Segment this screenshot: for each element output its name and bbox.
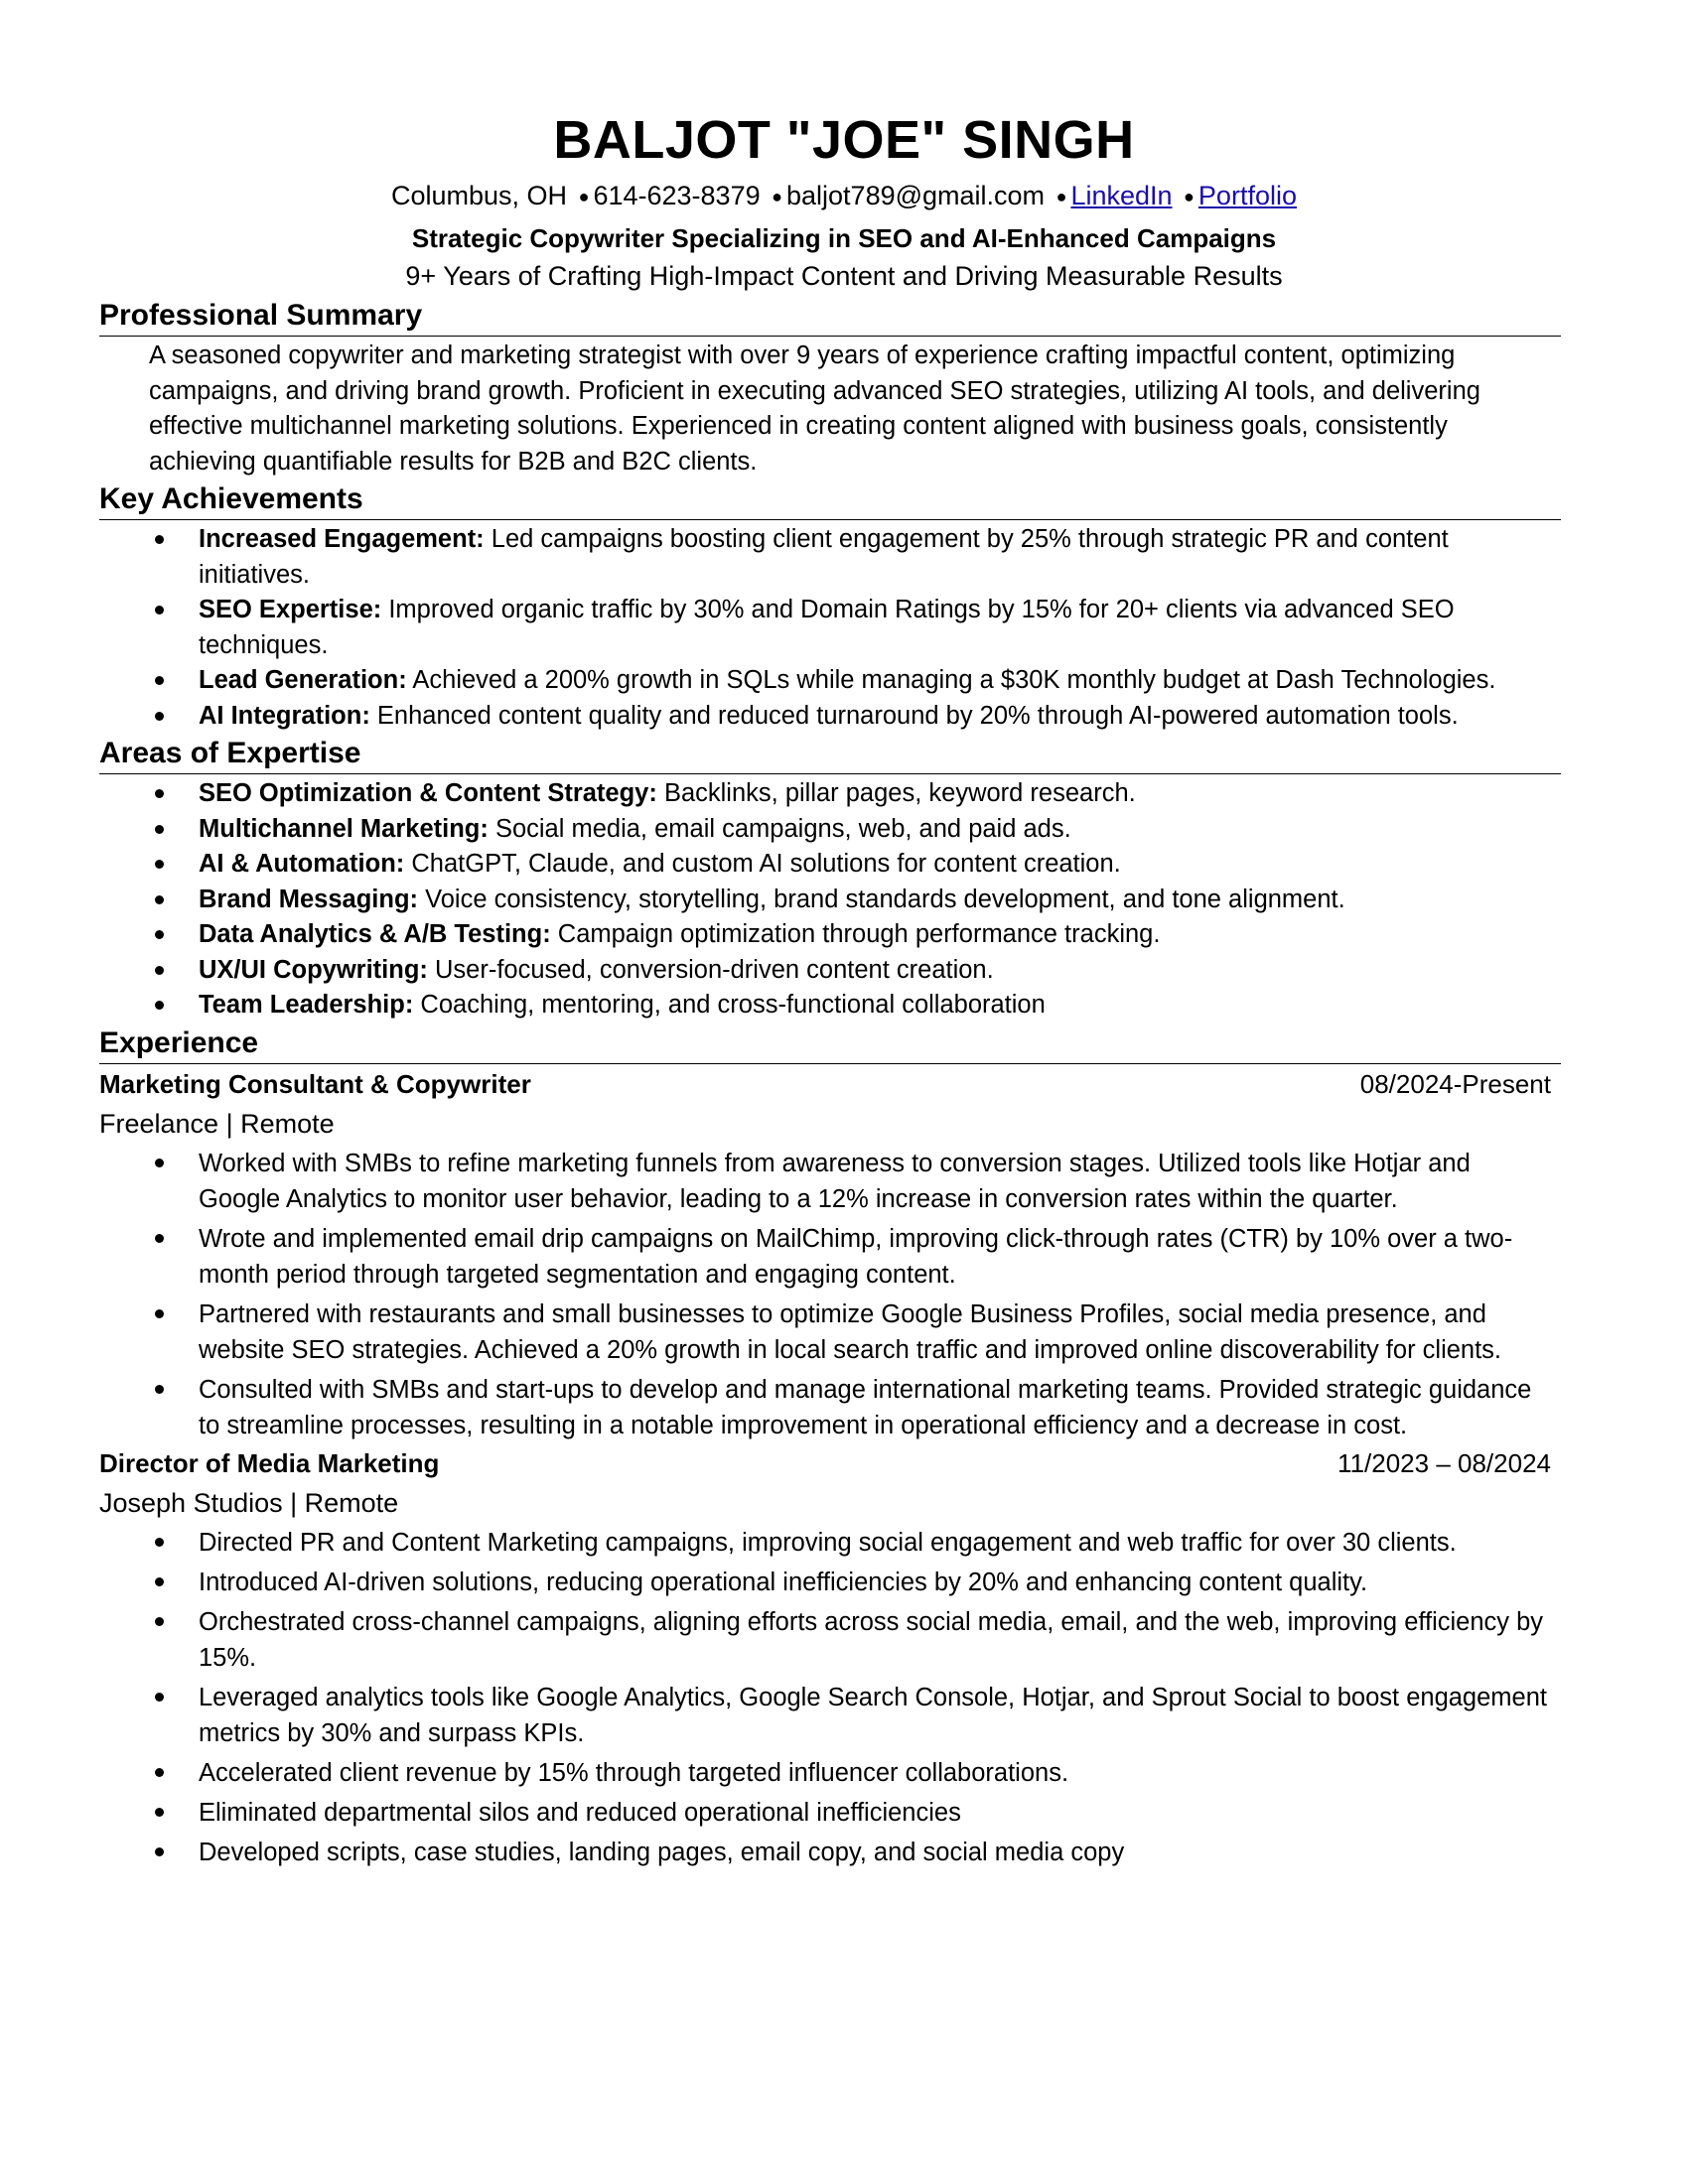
job-header: [99, 1443, 1561, 1483]
separator-dot: ●: [1184, 187, 1195, 207]
job-bullets: [99, 1146, 1561, 1443]
section-heading-experience: Experience: [99, 1024, 1561, 1064]
achievements-list: [99, 522, 1561, 734]
summary-text: A seasoned copywriter and marketing strategist with over 9 years of experience crafting impactful content, optimizing campaigns, and driving brand growth. Proficient in executing advanced SEO strategies, utilizing AI tools, and delivering effective multichannel marketing solutions. Experienced in creating content aligned with business goals, consistently achieving quantifiable results for B2B and B2C clients.: [149, 341, 1480, 476]
job-dates: 08/2024-Present: [1359, 1068, 1551, 1099]
list-item: [99, 593, 1561, 663]
item-text: ChatGPT, Claude, and custom AI solutions for content creation.: [404, 850, 1121, 878]
separator-dot: ●: [772, 187, 782, 207]
item-label: Increased Engagement:: [199, 525, 485, 553]
job-title: Marketing Consultant & Copywriter: [99, 1068, 531, 1099]
job-title: Director of Media Marketing: [99, 1447, 440, 1478]
list-item: [99, 776, 1561, 812]
item-label: AI Integration:: [199, 701, 370, 730]
item-label: Brand Messaging:: [199, 885, 419, 913]
list-item: Accelerated client revenue by 15% through targeted influencer collaborations.: [99, 1755, 1561, 1791]
list-item: [99, 847, 1561, 883]
list-item: [99, 953, 1561, 989]
item-text: Campaign optimization through performance tracking.: [550, 920, 1161, 948]
item-text: Improved organic traffic by 30% and Domain Ratings by 15% for 20+ clients via advanced SEO techniques.: [199, 596, 1455, 659]
job-company: Joseph Studios | Remote: [99, 1487, 399, 1518]
email: baljot789@gmail.com: [786, 181, 1046, 210]
item-label: Lead Generation:: [199, 666, 407, 694]
linkedin-link[interactable]: LinkedIn: [1070, 181, 1173, 210]
list-item: [99, 917, 1561, 953]
portfolio-link[interactable]: Portfolio: [1197, 181, 1297, 210]
contact-line: [0, 181, 1688, 211]
item-label: Multichannel Marketing:: [199, 814, 489, 843]
list-item: Worked with SMBs to refine marketing funnels from awareness to conversion stages. Utilized tools like Hotjar and Google Analytics to monitor user behavior, leading to a 12% increase in conversion rates within the quarter.: [99, 1146, 1561, 1217]
item-label: Data Analytics & A/B Testing:: [199, 920, 551, 948]
list-item: [99, 663, 1561, 699]
job-company: Freelance | Remote: [99, 1108, 335, 1139]
list-item: [99, 522, 1561, 593]
list-item: Leveraged analytics tools like Google Analytics, Google Search Console, Hotjar, and Sprout Social to boost engagement metrics by 30% and surpass KPIs.: [99, 1680, 1561, 1751]
list-item: [99, 699, 1561, 735]
tagline: Strategic Copywriter Specializing in SEO and AI-Enhanced Campaigns: [411, 223, 1277, 253]
list-item: Partnered with restaurants and small businesses to optimize Google Business Profiles, social media presence, and website SEO strategies. Achieved a 20% growth in local search traffic and improved online discoverability for clients.: [99, 1297, 1561, 1368]
item-text: Social media, email campaigns, web, and paid ads.: [488, 814, 1071, 843]
item-text: Backlinks, pillar pages, keyword research.: [656, 779, 1136, 807]
item-label: Team Leadership:: [199, 991, 414, 1019]
job-entry: [99, 1064, 1561, 1443]
item-text: Achieved a 200% growth in SQLs while managing a $30K monthly budget at Dash Technologies.: [406, 666, 1496, 694]
candidate-name: BALJOT "JOE" SINGH: [553, 110, 1135, 170]
sub-tagline: 9+ Years of Crafting High-Impact Content and Driving Measurable Results: [405, 261, 1283, 291]
section-heading-expertise: Areas of Expertise: [99, 734, 1561, 774]
item-label: SEO Optimization & Content Strategy:: [199, 779, 657, 807]
item-label: SEO Expertise:: [199, 596, 382, 623]
list-item: Directed PR and Content Marketing campaigns, improving social engagement and web traffic for over 30 clients.: [99, 1525, 1561, 1561]
separator-dot: ●: [578, 187, 590, 207]
list-item: Consulted with SMBs and start-ups to develop and manage international marketing teams. Provided strategic guidance to streamline processes, resulting in a notable improvement in operational efficiency and a decrease in cost.: [99, 1372, 1561, 1443]
list-item: Developed scripts, case studies, landing pages, email copy, and social media copy: [99, 1835, 1561, 1870]
list-item: [99, 883, 1561, 918]
item-text: Voice consistency, storytelling, brand standards development, and tone alignment.: [418, 885, 1345, 913]
list-item: [99, 988, 1561, 1024]
resume-body: [99, 296, 1561, 1870]
item-label: UX/UI Copywriting:: [199, 955, 428, 984]
list-item: Introduced AI-driven solutions, reducing operational inefficiencies by 20% and enhancing content quality.: [99, 1565, 1561, 1600]
list-item: Wrote and implemented email drip campaigns on MailChimp, improving click-through rates (CTR) by 10% over a two-month period through targeted segmentation and engaging content.: [99, 1221, 1561, 1293]
item-text: Coaching, mentoring, and cross-functional collaboration: [413, 991, 1046, 1019]
item-text: Enhanced content quality and reduced turnaround by 20% through AI-powered automation tools.: [369, 701, 1459, 730]
expertise-list: [99, 776, 1561, 1024]
phone: 614-623-8379: [593, 181, 761, 210]
item-text: Led campaigns boosting client engagement by 25% through strategic PR and content initiatives.: [199, 525, 1449, 589]
separator-dot: ●: [1055, 187, 1067, 207]
section-heading-achievements: Key Achievements: [99, 479, 1561, 520]
list-item: Orchestrated cross-channel campaigns, aligning efforts across social media, email, and the web, improving efficiency by 15%.: [99, 1604, 1561, 1676]
location: Columbus, OH: [391, 181, 568, 210]
section-heading-summary: Professional Summary: [99, 296, 1561, 337]
job-bullets: [99, 1525, 1561, 1870]
job-header: [99, 1064, 1561, 1104]
list-item: [99, 812, 1561, 848]
list-item: Eliminated departmental silos and reduced operational inefficiencies: [99, 1795, 1561, 1831]
job-entry: [99, 1443, 1561, 1870]
item-label: AI & Automation:: [199, 850, 405, 878]
job-dates: 11/2023 – 08/2024: [1337, 1447, 1551, 1478]
item-text: User-focused, conversion-driven content creation.: [427, 955, 994, 984]
